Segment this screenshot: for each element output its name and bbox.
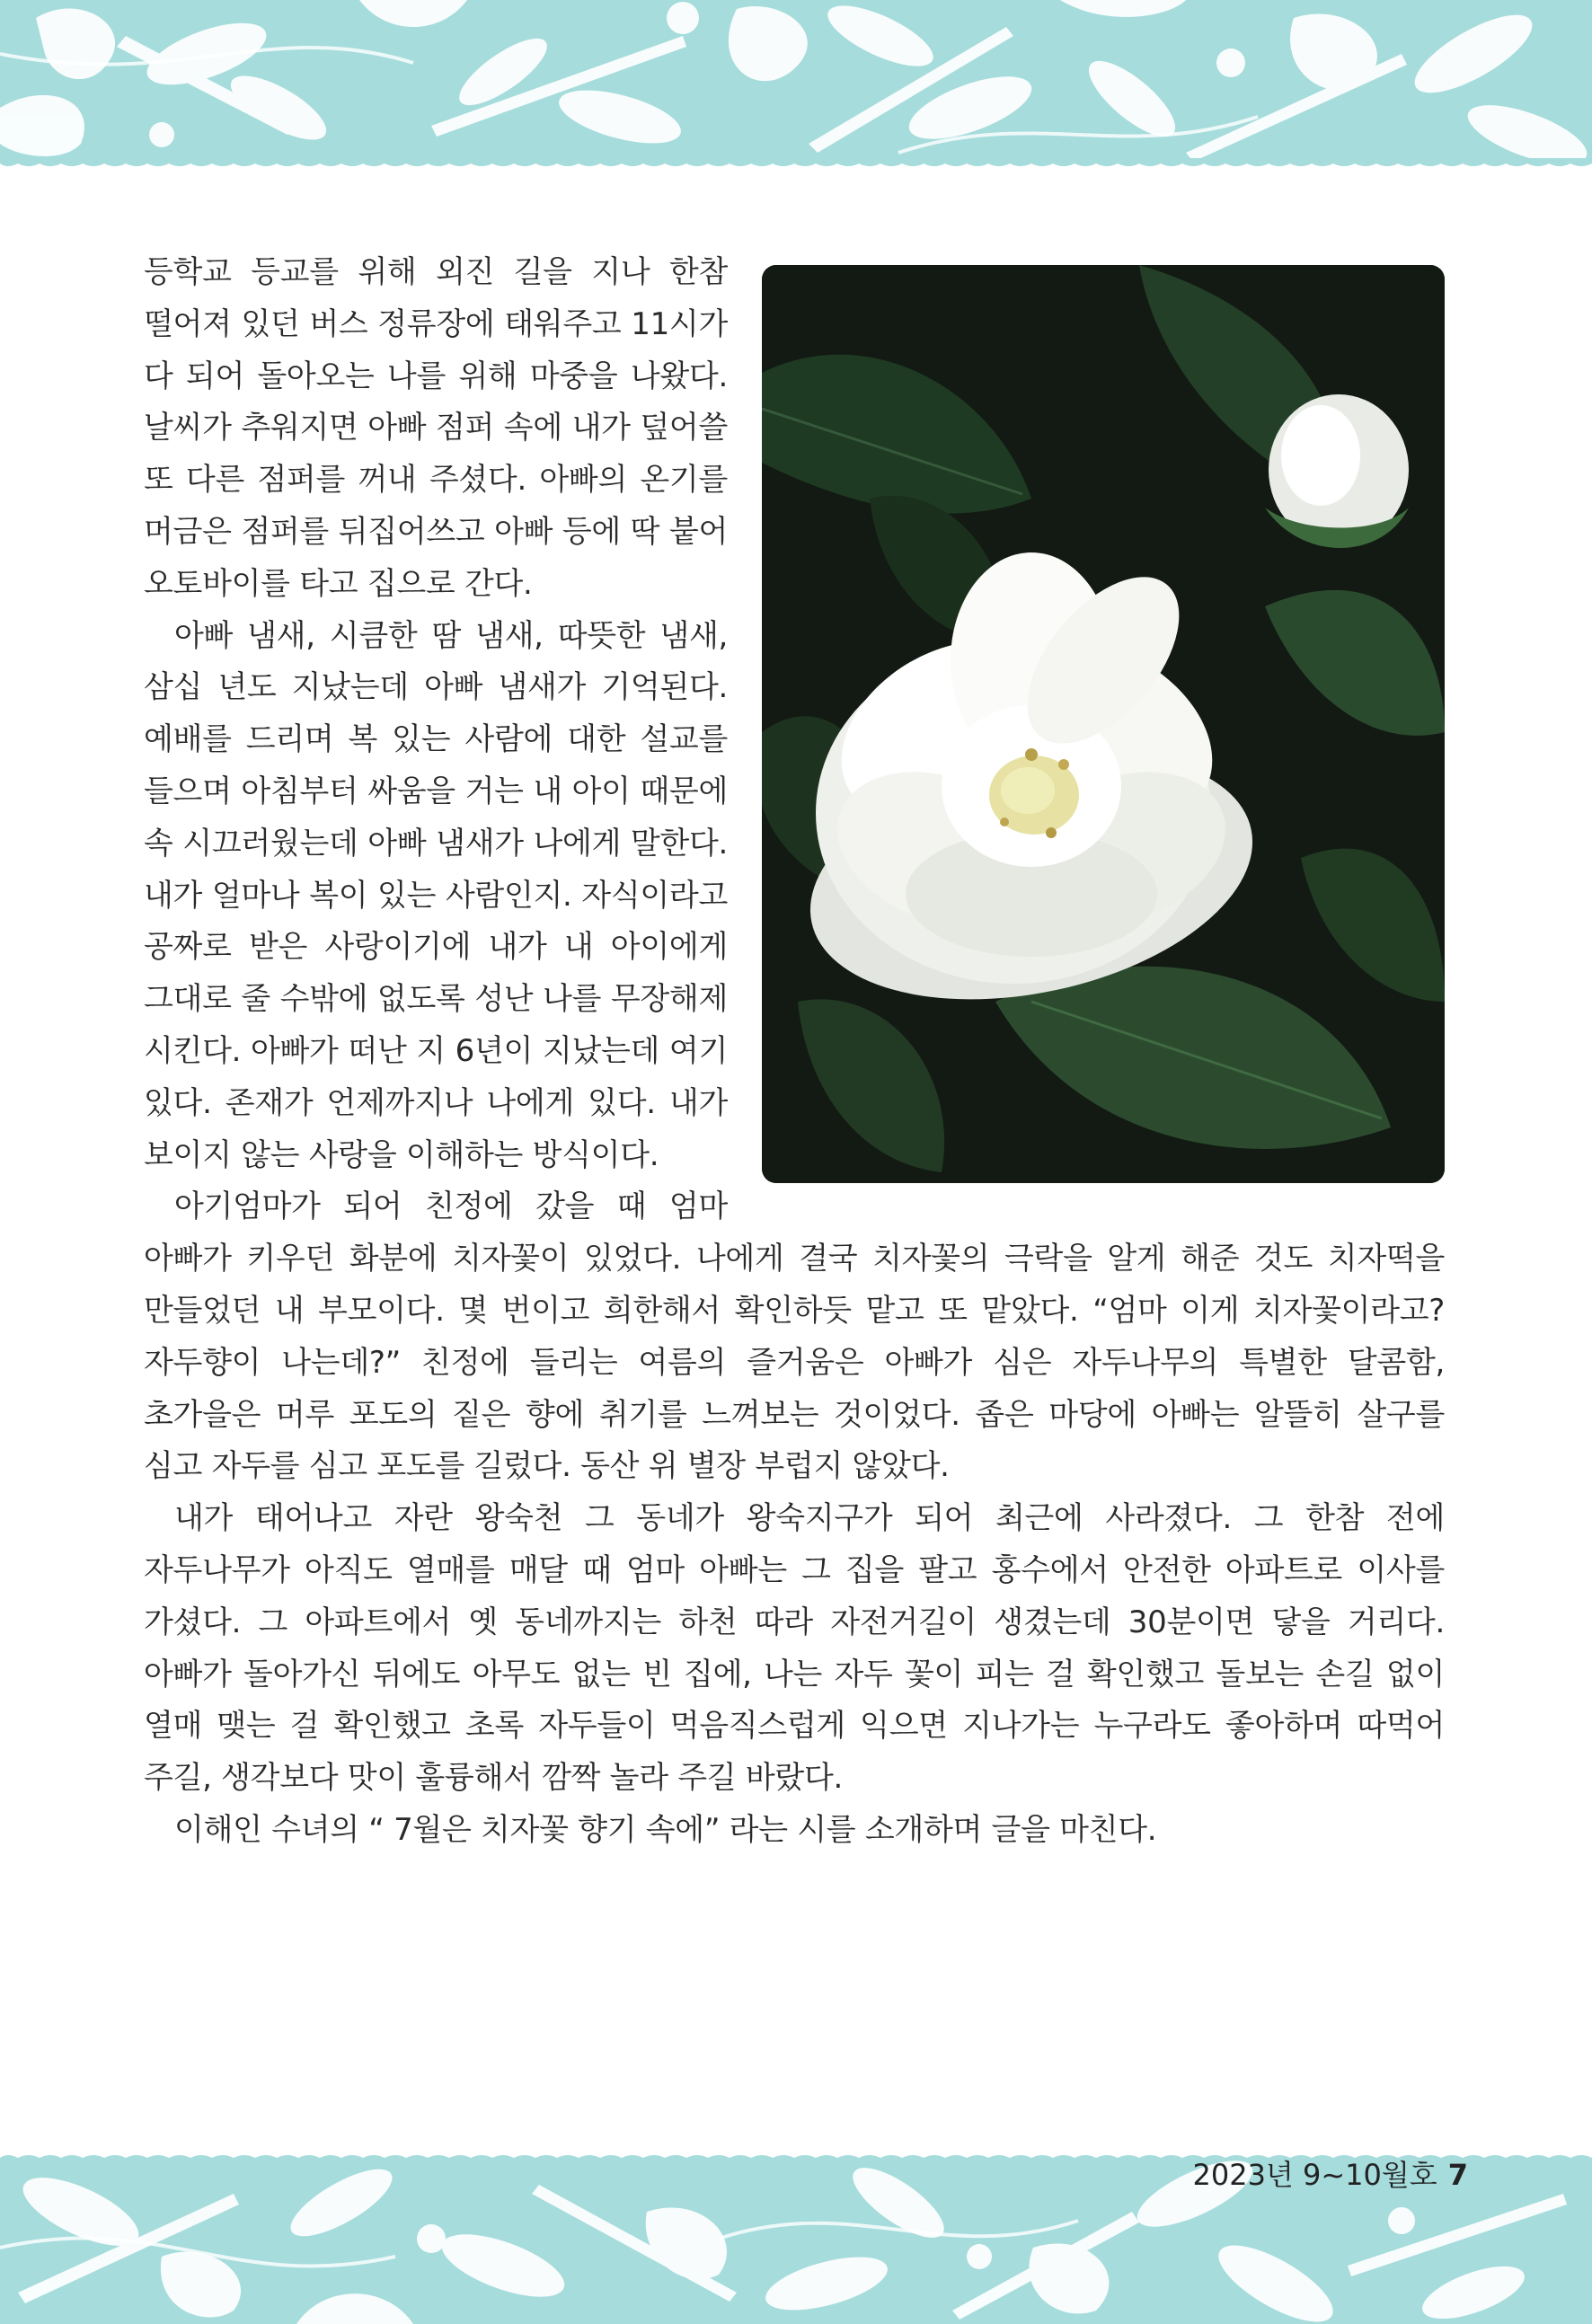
article-body [144,247,1445,1857]
issue-label: 2023년 9~10월호 [1192,2158,1437,2192]
paragraph-2: 아빠 냄새, 시큼한 땀 냄새, 따뜻한 냄새, 삼십 년도 지났는데 아빠 냄새가 기억된다. 예배를 드리며 복 있는 사람에 대한 설교를 들으며 아침부터 싸움을 거는 내 아이 때문에 속 시끄러웠는데 아빠 냄새가 나에게 말한다. 내가 얼마나 복이 있는 사람인지. 자식이라고 공짜로 받은 사랑이기에 내가 내 아이에게 그대로 줄 수밖에 없도록 성난 나를 무장해제 시킨다. 아빠가 떠난 지 6년이 지났는데 여기 있다. 존재가 언제까지나 나에게 있다. 내가 보이지 않는 사랑을 이해하는 방식이다. [144,617,728,1173]
paragraph-1: 등학교 등교를 위해 외진 길을 지나 한참 떨어져 있던 버스 정류장에 태워주고 11시가 다 되어 돌아오는 나를 위해 마중을 나왔다. 날씨가 추워지면 아빠 점퍼 속에 내가 덮어쓸 또 다른 점퍼를 꺼내 주셨다. 아빠의 온기를 머금은 점퍼를 뒤집어쓰고 아빠 등에 딱 붙어 오토바이를 타고 집으로 간다. [144,254,728,602]
paragraph-4: 내가 태어나고 자란 왕숙천 그 동네가 왕숙지구가 되어 최근에 사라졌다. 그 한참 전에 자두나무가 아직도 열매를 매달 때 엄마 아빠는 그 집을 팔고 홍수에서 안전한 아파트로 이사를 가셨다. 그 아파트에서 옛 동네까지는 하천 따라 자전거길이 생겼는데 30분이면 닿을 거리다. 아빠가 돌아가신 뒤에도 아무도 없는 빈 집에, 나는 자두 꽃이 피는 걸 확인했고 돌보는 손길 없이 열매 맺는 걸 확인했고 초록 자두들이 먹음직스럽게 익으면 지나가는 누구라도 좋아하며 따먹어 주길, 생각보다 맛이 훌륭해서 깜짝 놀라 주길 바랐다. [144,1500,1445,1797]
gardenia-photo [762,265,1445,1183]
top-floral-band [0,0,1592,163]
paragraph-3: 아기엄마가 되어 친정에 갔을 때 엄마 아빠가 키우던 화분에 치자꽃이 있었다. 나에게 결국 치자꽃의 극락을 알게 해준 것도 치자떡을 만들었던 내 부모이다. 몇 번이고 희한해서 확인하듯 맡고 또 맡았다. “엄마 이게 치자꽃이라고? 자두향이 나는데?” 친정에 들리는 여름의 즐거움은 아빠가 심은 자두나무의 특별한 달콤함, 초가을은 머루 포도의 짙은 향에 취기를 느껴보는 것이었다. 좁은 마당에 아빠는 알뜰히 살구를 심고 자두를 심고 포도를 길렀다. 동산 위 별장 부럽지 않았다. [144,1189,1445,1485]
page-number: 7 [1447,2158,1468,2192]
paragraph-5: 이해인 수녀의 “ 7월은 치자꽃 향기 속에” 라는 시를 소개하며 글을 마친다. [174,1811,1157,1848]
floral-pattern-top [0,0,1592,163]
gardenia-flower-image [762,265,1445,1183]
top-deckle-edge [0,158,1592,171]
page-footer [1192,2152,1468,2197]
